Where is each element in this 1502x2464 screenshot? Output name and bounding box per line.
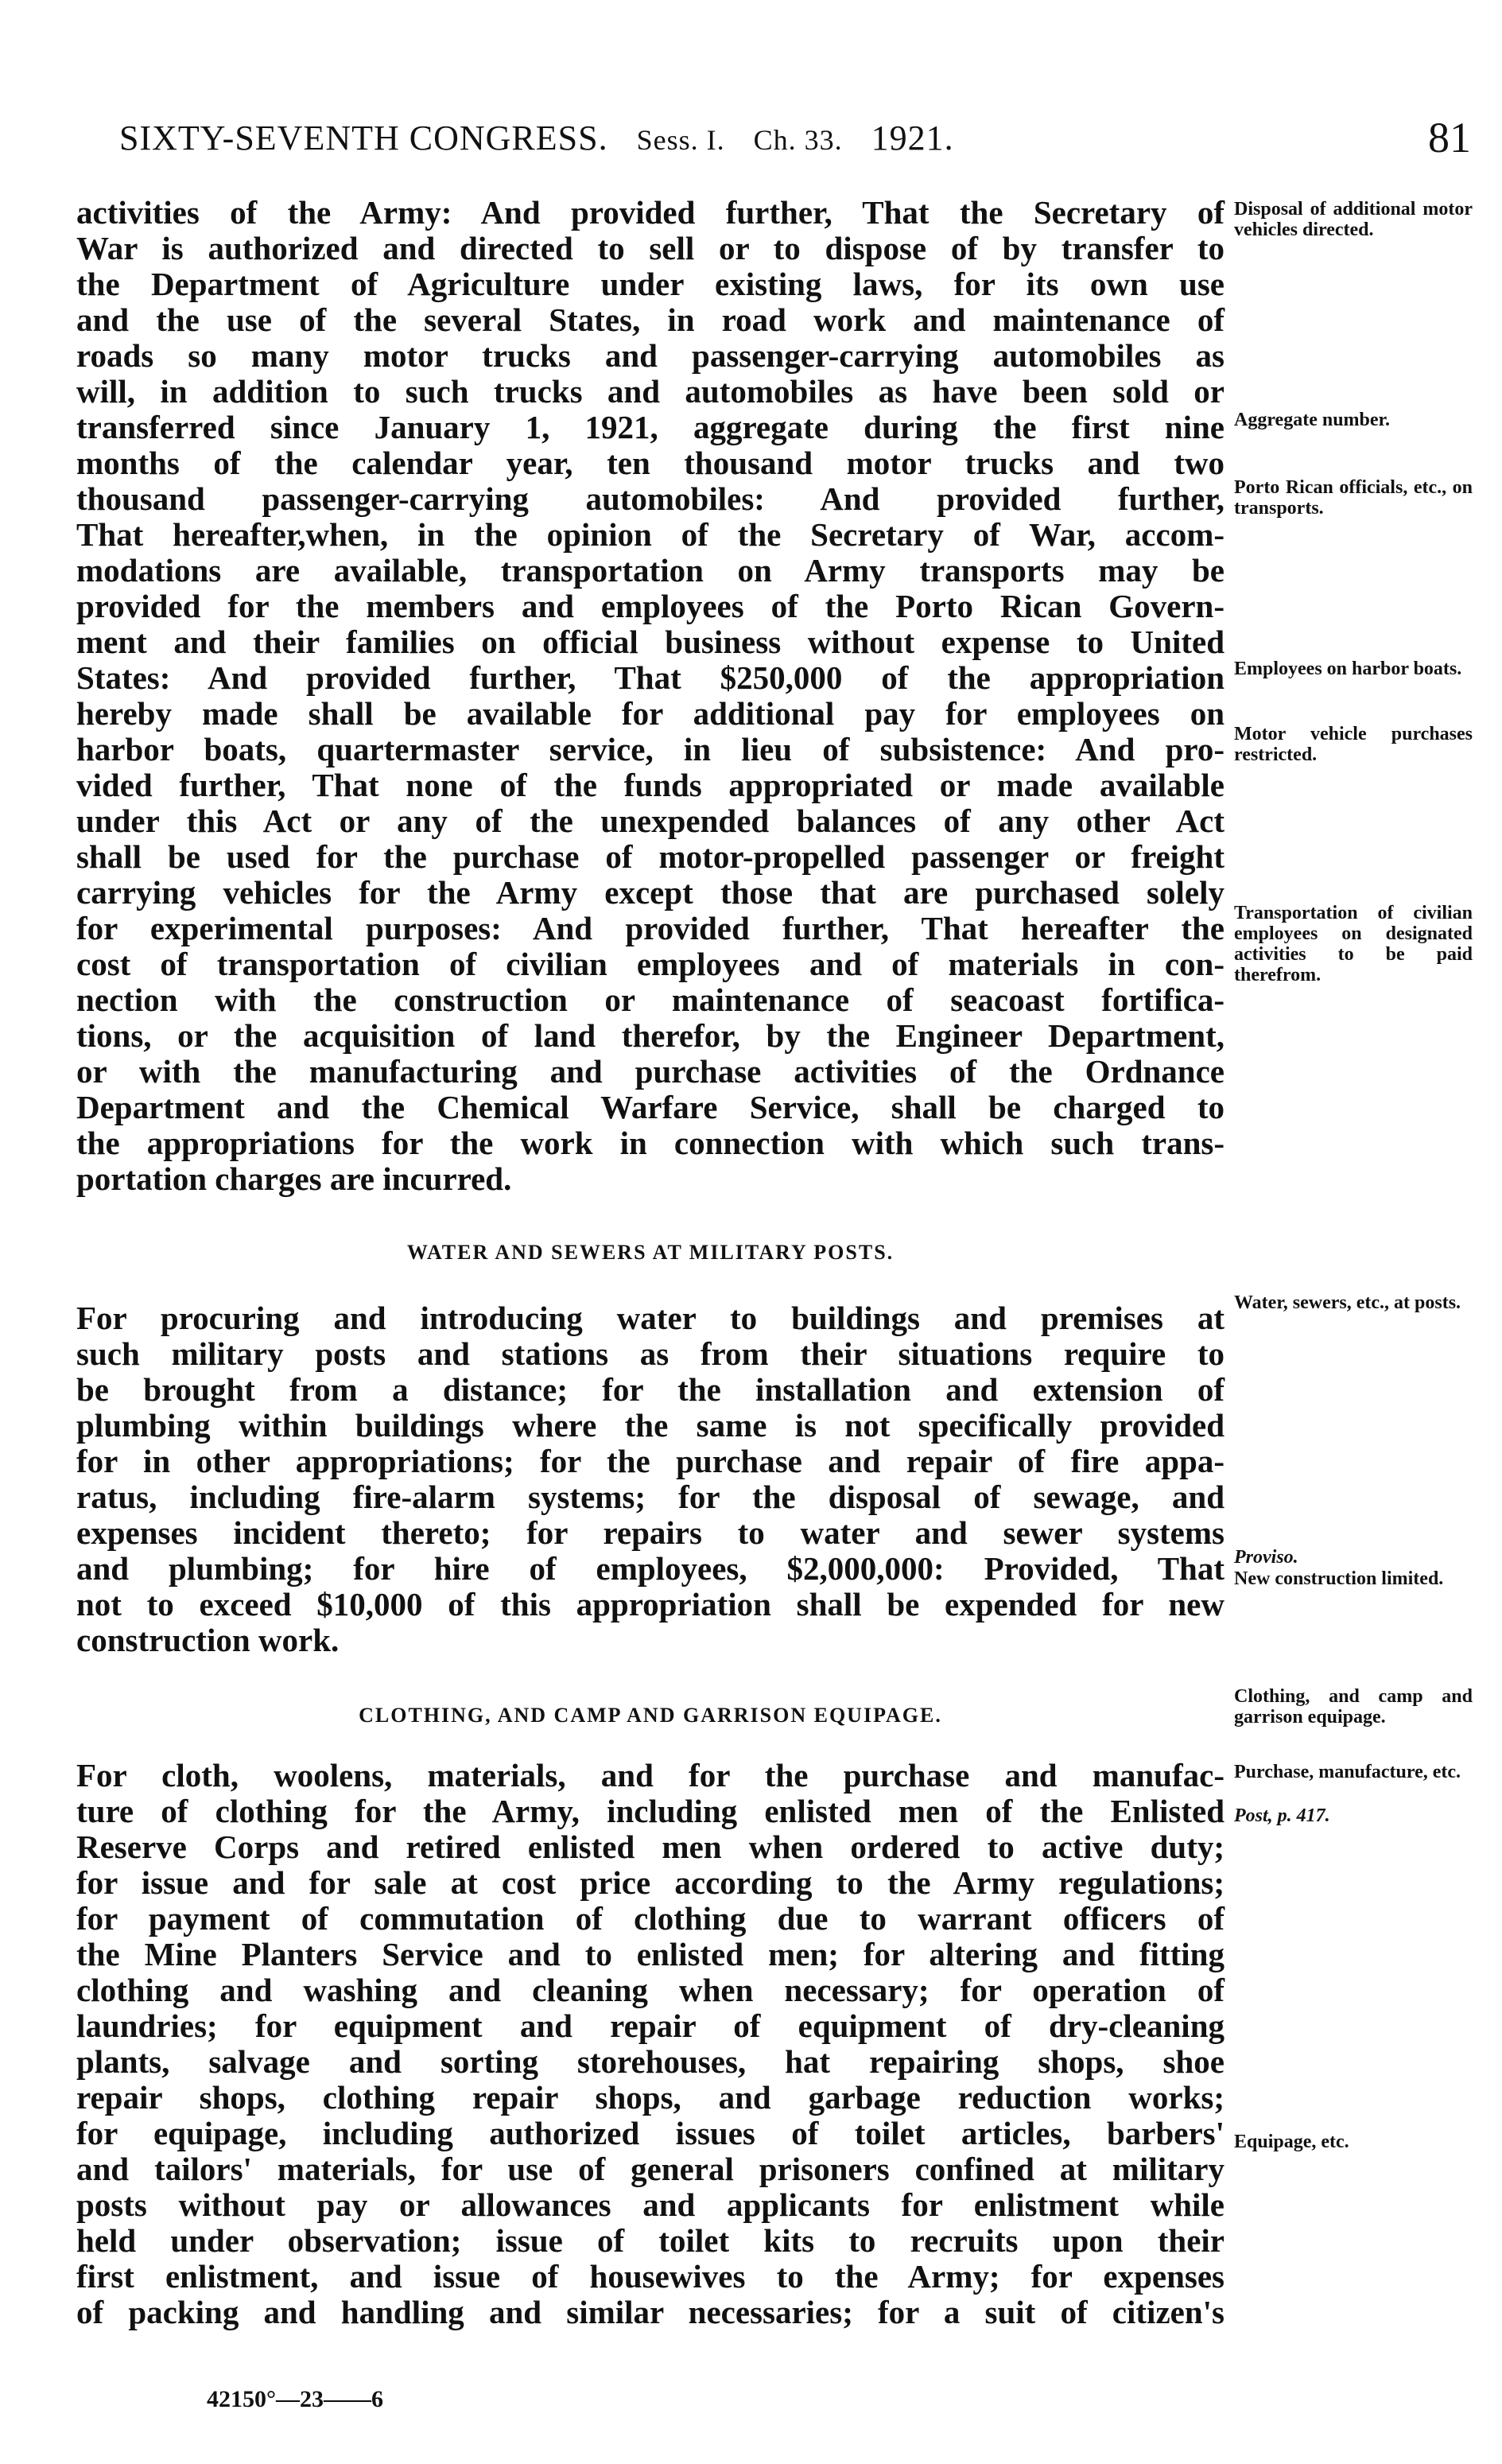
text-line: the Department of Agriculture under existing laws, for its own use <box>76 266 1224 302</box>
text-line: first enlistment, and issue of housewives to the Army; for expenses <box>76 2258 1224 2295</box>
text-line: nection with the construction or maintenance of seacoast fortifica- <box>76 981 1224 1018</box>
text-line: vided further, That none of the funds appropriated or made available <box>76 767 1224 803</box>
text-line: be brought from a distance; for the installation and extension of <box>76 1371 1224 1408</box>
text-line: plants, salvage and sorting storehouses, hat repairing shops, shoe <box>76 2043 1224 2080</box>
text-line: the Mine Planters Service and to enlisted men; for altering and fitting <box>76 1936 1224 1972</box>
paragraph-motor-vehicles <box>76 195 1224 1197</box>
text-line: for equipage, including authorized issues of toilet articles, barbers' <box>76 2115 1224 2151</box>
text-line: will, in addition to such trucks and automobiles as have been sold or <box>76 373 1224 410</box>
text-line: posts without pay or allowances and applicants for enlistment while <box>76 2186 1224 2223</box>
text-line: States: And provided further, That $250,000 of the appropriation <box>76 659 1224 696</box>
text-line: For cloth, woolens, materials, and for the purchase and manufac- <box>76 1757 1224 1794</box>
year-label: 1921. <box>871 119 954 157</box>
session-label: Sess. I. <box>636 124 725 156</box>
text-line: transferred since January 1, 1921, aggregate during the first nine <box>76 409 1224 445</box>
margin-note-harbor-boats: Employees on harbor boats. <box>1234 659 1462 679</box>
text-line: of packing and handling and similar necessaries; for a suit of citizen's <box>76 2294 1224 2330</box>
running-head <box>119 114 1471 165</box>
text-line: harbor boats, quartermaster service, in lieu of subsistence: And pro- <box>76 731 1224 768</box>
margin-note-motor-purchases: Motor vehicle purchases restricted. <box>1234 724 1473 765</box>
margin-note-disposal: Disposal of additional motor vehicles directed. <box>1234 199 1473 240</box>
text-line: clothing and washing and cleaning when necessary; for operation of <box>76 1972 1224 2008</box>
text-line: hereby made shall be available for additional pay for employees on <box>76 695 1224 732</box>
text-line: For procuring and introducing water to buildings and premises at <box>76 1300 1224 1336</box>
text-line: plumbing within buildings where the same is not specifically provided <box>76 1407 1224 1444</box>
text-line: and plumbing; for hire of employees, $2,000,000: Provided, That <box>76 1550 1224 1587</box>
text-line: provided for the members and employees of the Porto Rican Govern- <box>76 588 1224 624</box>
text-line: under this Act or any of the unexpended balances of any other Act <box>76 803 1224 839</box>
printer-signature: 42150°—23——6 <box>207 2386 383 2412</box>
text-line: or with the manufacturing and purchase activities of the Ordnance <box>76 1053 1224 1090</box>
text-line: ratus, including fire-alarm systems; for the disposal of sewage, and <box>76 1479 1224 1515</box>
margin-note-new-construction: New construction limited. <box>1234 1568 1444 1589</box>
text-line: construction work. <box>76 1622 340 1658</box>
text-line: such military posts and stations as from their situations require to <box>76 1335 1224 1372</box>
margin-note-equipage: Equipage, etc. <box>1234 2132 1349 2152</box>
text-line: shall be used for the purchase of motor-propelled passenger or freight <box>76 838 1224 875</box>
paragraph-clothing <box>76 1758 1224 2330</box>
text-line: ment and their families on official business without expense to United <box>76 624 1224 660</box>
margin-note-porto-rican: Porto Rican officials, etc., on transports. <box>1234 477 1473 519</box>
text-line: portation charges are incurred. <box>76 1160 512 1197</box>
text-line: activities of the Army: And provided further, That the Secretary of <box>76 194 1224 231</box>
heading-water-sewers: WATER AND SEWERS AT MILITARY POSTS. <box>406 1241 895 1264</box>
text-line: and tailors' materials, for use of general prisoners confined at military <box>76 2151 1224 2187</box>
chapter-label: Ch. 33. <box>753 124 843 156</box>
text-line: Reserve Corps and retired enlisted men when ordered to active duty; <box>76 1829 1224 1865</box>
text-line: carrying vehicles for the Army except those that are purchased solely <box>76 874 1224 911</box>
text-line: for payment of commutation of clothing due to warrant officers of <box>76 1900 1224 1937</box>
text-line: the appropriations for the work in connection with which such trans- <box>76 1125 1224 1161</box>
page-number: 81 <box>1428 114 1471 161</box>
text-line: ture of clothing for the Army, including enlisted men of the Enlisted <box>76 1793 1224 1829</box>
text-line: held under observation; issue of toilet kits to recruits upon their <box>76 2222 1224 2259</box>
text-line: That hereafter,when, in the opinion of the Secretary of War, accom- <box>76 516 1224 553</box>
text-line: not to exceed $10,000 of this appropriation shall be expended for new <box>76 1586 1224 1623</box>
text-line: for in other appropriations; for the purchase and repair of fire appa- <box>76 1443 1224 1479</box>
margin-note-water: Water, sewers, etc., at posts. <box>1234 1292 1461 1313</box>
text-line: cost of transportation of civilian employees and of materials in con- <box>76 946 1224 982</box>
margin-note-post-reference: Post, p. 417. <box>1234 1805 1330 1826</box>
text-line: for issue and for sale at cost price according to the Army regulations; <box>76 1864 1224 1901</box>
margin-note-proviso: Proviso. <box>1234 1547 1298 1568</box>
text-line: and the use of the several States, in road work and maintenance of <box>76 301 1224 338</box>
text-line: expenses incident thereto; for repairs to water and sewer systems <box>76 1514 1224 1551</box>
congress-title: SIXTY-SEVENTH CONGRESS. <box>119 119 608 157</box>
margin-note-purchase: Purchase, manufacture, etc. <box>1234 1762 1461 1782</box>
heading-clothing: CLOTHING, AND CAMP AND GARRISON EQUIPAGE. <box>359 1704 942 1727</box>
margin-note-clothing: Clothing, and camp and garrison equipage. <box>1234 1686 1473 1728</box>
text-line: modations are available, transportation on Army transports may be <box>76 552 1224 589</box>
text-line: for experimental purposes: And provided further, That hereafter the <box>76 910 1224 946</box>
text-line: laundries; for equipment and repair of equipment of dry-cleaning <box>76 2007 1224 2044</box>
margin-note-transportation: Transportation of civilian employees on designated activities to be paid therefrom. <box>1234 903 1473 985</box>
text-line: months of the calendar year, ten thousand motor trucks and two <box>76 445 1224 481</box>
text-line: thousand passenger-carrying automobiles: And provided further, <box>76 480 1224 517</box>
text-line: repair shops, clothing repair shops, and garbage reduction works; <box>76 2079 1224 2116</box>
text-line: roads so many motor trucks and passenger-carrying automobiles as <box>76 337 1224 374</box>
text-line: tions, or the acquisition of land therefor, by the Engineer Department, <box>76 1017 1224 1054</box>
running-head-title <box>119 118 954 158</box>
margin-note-aggregate: Aggregate number. <box>1234 410 1390 430</box>
text-line: Department and the Chemical Warfare Service, shall be charged to <box>76 1089 1224 1125</box>
paragraph-water-sewers <box>76 1300 1224 1658</box>
text-line: War is authorized and directed to sell or to dispose of by transfer to <box>76 230 1224 266</box>
